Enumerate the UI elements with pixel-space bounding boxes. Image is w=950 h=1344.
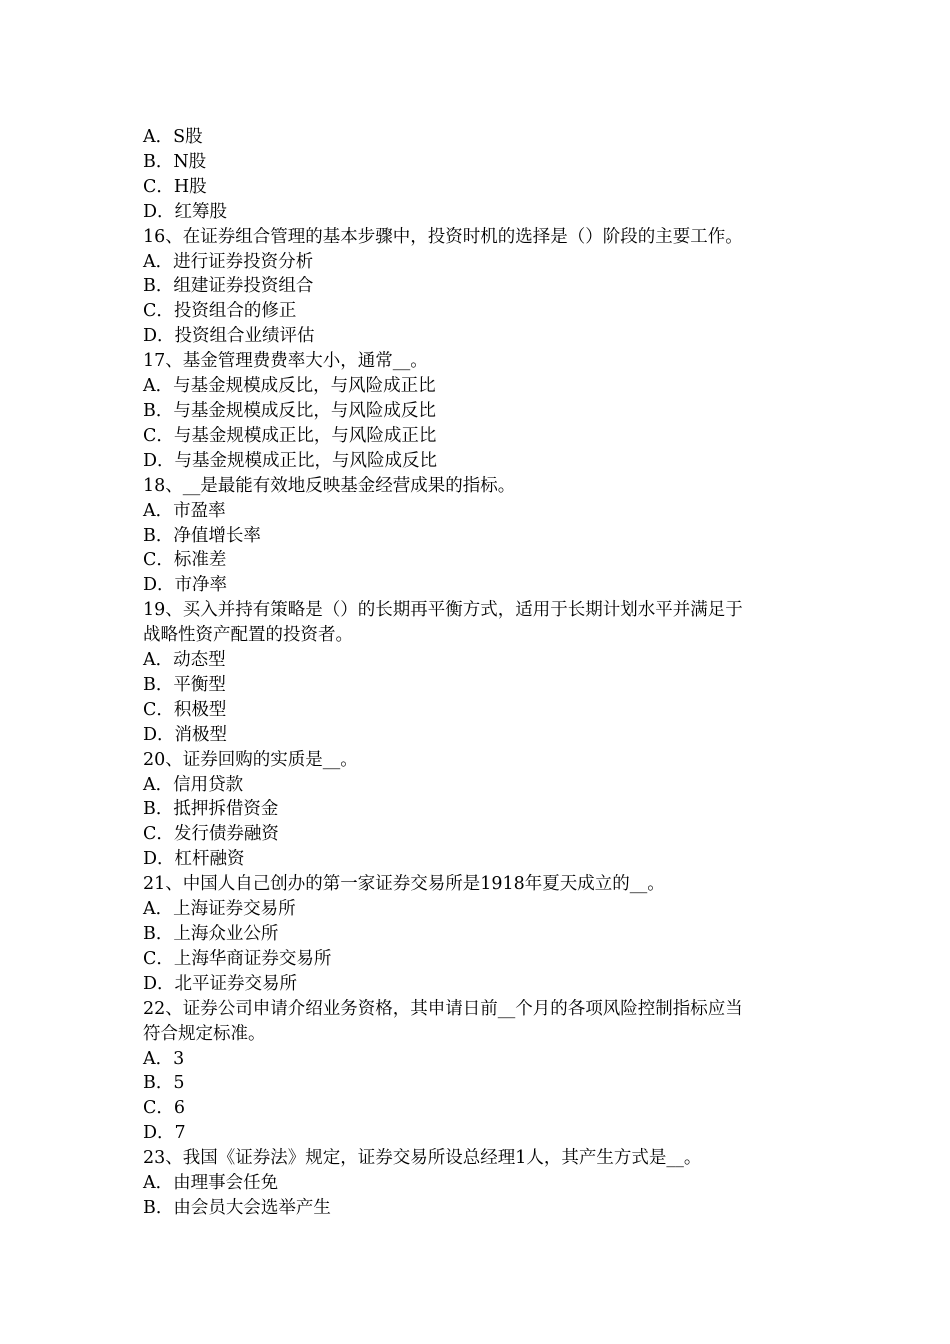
text-line: A．S股 (143, 127, 203, 147)
text-line: A．上海证券交易所 (143, 899, 296, 920)
text-line: B．N股 (143, 151, 207, 172)
text-line: B．净值增长率 (143, 525, 261, 546)
text-line: B．平衡型 (143, 674, 226, 695)
text-line: A．3 (143, 1048, 185, 1069)
question-line: 18、__是最能有效地反映基金经营成果的指标。 (143, 475, 516, 496)
text-line: B．5 (143, 1073, 185, 1094)
text-line: 战略性资产配置的投资者。 (143, 625, 353, 646)
question-line: 19、买入并持有策略是（）的长期再平衡方式，适用于长期计划水平并满足于 (143, 600, 743, 621)
text-line: B．抵押拆借资金 (143, 799, 279, 820)
question-line: 20、证券回购的实质是__。 (143, 749, 358, 770)
text-line: C．积极型 (143, 699, 227, 720)
text-line: C．标准差 (143, 550, 227, 571)
question-line: 21、中国人自己创办的第一家证券交易所是1918年夏天成立的__。 (143, 874, 665, 895)
text-line: D．市净率 (143, 575, 228, 596)
text-line: B．与基金规模成反比，与风险成反比 (143, 400, 436, 421)
text-line: C．发行债券融资 (143, 824, 279, 845)
text-line: A．动态型 (143, 650, 226, 671)
text-line: A．信用贷款 (143, 774, 244, 795)
text-line: C．与基金规模成正比，与风险成正比 (143, 425, 437, 446)
text-line: D．北平证券交易所 (143, 973, 298, 994)
question-line: 16、在证券组合管理的基本步骤中，投资时机的选择是（）阶段的主要工作。 (143, 226, 743, 247)
text-line: D．与基金规模成正比，与风险成反比 (143, 450, 438, 471)
text-line: C．H股 (143, 176, 207, 197)
text-line: D．杠杆融资 (143, 849, 245, 870)
text-line: D．投资组合业绩评估 (143, 326, 315, 347)
text-line: A．由理事会任免 (143, 1173, 279, 1194)
text-line: A．市盈率 (143, 500, 226, 521)
text-line: 符合规定标准。 (143, 1023, 266, 1044)
text-line: C．上海华商证券交易所 (143, 948, 332, 969)
text-line: D．红筹股 (143, 201, 228, 222)
text-line: A．进行证券投资分析 (143, 251, 314, 272)
text-line: A．与基金规模成反比，与风险成正比 (143, 376, 436, 397)
text-line: C．投资组合的修正 (143, 301, 297, 322)
question-line: 23、我国《证券法》规定，证券交易所设总经理1人，其产生方式是__。 (143, 1148, 702, 1169)
text-line: D．7 (143, 1123, 186, 1144)
text-line: B．组建证券投资组合 (143, 276, 314, 297)
question-line: 17、基金管理费费率大小，通常__。 (143, 351, 428, 372)
text-line: D．消极型 (143, 724, 228, 745)
question-line: 22、证券公司申请介绍业务资格，其申请日前__个月的各项风险控制指标应当 (143, 998, 743, 1019)
text-line: C．6 (143, 1098, 186, 1119)
text-line: B．由会员大会选举产生 (143, 1197, 331, 1218)
text-line: B．上海众业公所 (143, 924, 279, 944)
question-text-block (143, 125, 813, 1221)
